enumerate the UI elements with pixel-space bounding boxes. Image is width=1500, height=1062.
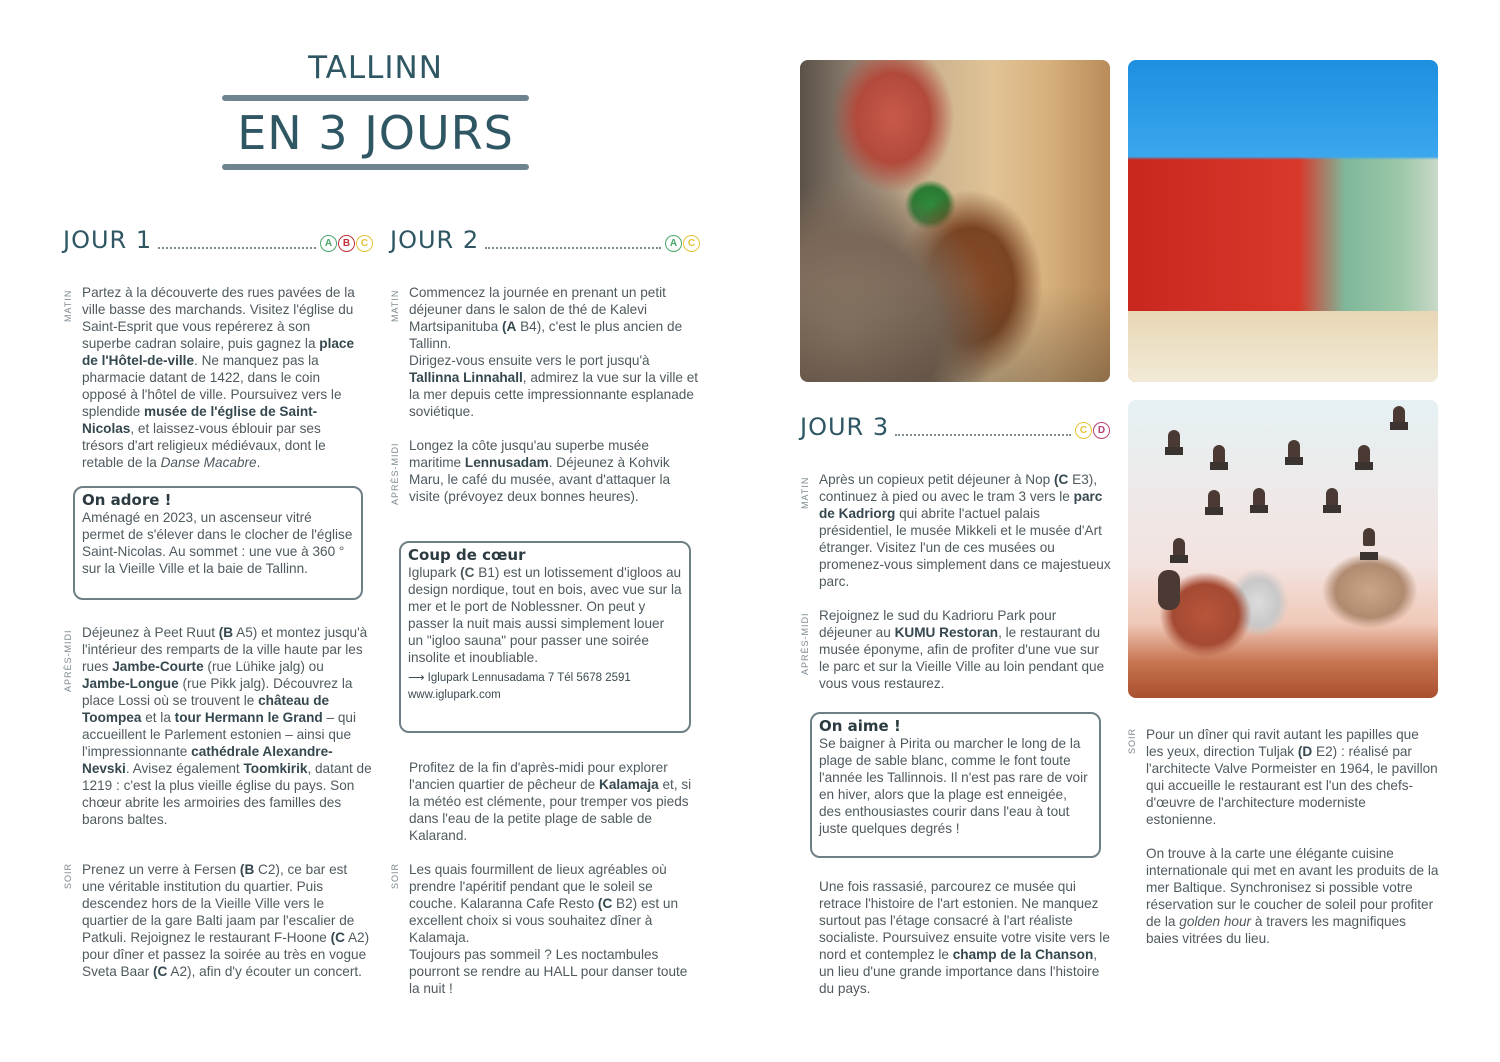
day-2-heading: [390, 222, 700, 252]
section-label-matin: MATIN: [800, 476, 810, 509]
red-wooden-houses-photo: [1128, 60, 1438, 382]
section-label-apres-midi: APRÈS-MIDI: [800, 612, 810, 675]
day-2-map-badges: [665, 235, 700, 252]
day-2-late-afternoon-text: Profitez de la fin d'après-midi pour explorer l'ancien quartier de pêcheur de Kalamaja et, si la météo est clémente, pour tremper vos pieds dans l'eau de la petite plage de sable de Kalarand.: [409, 760, 692, 843]
day-1-morning: [63, 284, 363, 471]
box-text: Se baigner à Pirita ou marcher le long de la plage de sable blanc, comme le font toute l'année les Tallinnois. Il n'est pas rare de voir en hiver, alors que la plage est enneigée, des enthousiastes courir dans l'eau à tout juste quelques degrés !: [819, 736, 1088, 836]
section-label-matin: MATIN: [63, 289, 73, 322]
museum-busts-photo: [1128, 400, 1438, 698]
day-2-evening: [390, 861, 700, 997]
day-3-morning-text: Après un copieux petit déjeuner à Nop (C E3), continuez à pied ou avec le tram 3 vers le parc de Kadriorg qui abrite l'actuel palais présidentiel, le musée Mikkeli et le musée d'Art étranger. Visitez l'un de ces musées ou promenez-vous simplement dans ce majestueux parc.: [819, 472, 1111, 589]
day-2-label: JOUR 2: [390, 226, 480, 254]
day-3-map-badges: [1075, 422, 1110, 439]
day-1-evening-text: Prenez un verre à Fersen (B C2), ce bar est une véritable institution du quartier. Puis descendez hors de la Vieille Ville vers le quartier de la gare Balti jaam par l'escalier de Patkuli. Rejoignez le restaurant F-Hoone (C A2) pour dîner et passez la soirée au très en vogue Sveta Baar (C A2), afin d'y écouter un concert.: [82, 862, 370, 979]
box-title: On aime !: [819, 717, 901, 735]
on-adore-box: [73, 486, 363, 600]
day-1-afternoon: [63, 624, 373, 828]
box-text: Iglupark (C B1) est un lotissement d'igloos au design nordique, tout en bois, avec vue sur la mer et le port de Noblessner. On peut y passer la nuit mais aussi simplement louer un "igloo sauna" pour passer une soirée insolite et inoubliable.: [408, 565, 682, 665]
day-3-morning: [800, 471, 1112, 590]
section-label-matin: MATIN: [390, 289, 400, 322]
box-title: On adore !: [82, 491, 172, 509]
day-1-afternoon-text: Déjeunez à Peet Ruut (B A5) et montez jusqu'à l'intérieur des remparts de la ville haute par les rues Jambe-Courte (rue Lühike jalg) ou Jambe-Longue (rue Pikk jalg). Découvrez la place Lossi où se trouvent le château de Toompea et la tour Hermann le Grand – qui accueillent le Parlement estonien – ainsi que l'impressionnante cathédrale Alexandre-Nevski. Avisez également Toomkirik, datant de 1219 : c'est la plus vieille église du pays. Son chœur abrite les armoiries des familles des barons baltes.: [82, 625, 372, 827]
day-3-afternoon-text: Rejoignez le sud du Kadrioru Park pour déjeuner au KUMU Restoran, le restaurant du musée éponyme, afin de profiter d'une vue sur le parc et sur la Vieille Ville au loin pendant que vous vous restaurez.: [819, 608, 1105, 691]
day-3-heading: [800, 409, 1110, 439]
day-2-late-afternoon: [390, 759, 700, 844]
box-text: Aménagé en 2023, un ascenseur vitré permet de s'élever dans le clocher de l'église Saint-Nicolas. Au sommet : une vue à 360 ° sur la Vieille Ville et la baie de Tallinn.: [82, 510, 353, 576]
leader-dots: [158, 247, 316, 249]
day-3-afternoon: [800, 607, 1112, 692]
leader-dots: [895, 434, 1071, 436]
title-rule-top: [222, 95, 529, 101]
day-3-late-afternoon-text: Une fois rassasié, parcourez ce musée qui retrace l'histoire de l'art estonien. Ne manquez surtout pas l'étage consacré à l'art réaliste socialiste. Poursuivez ensuite votre visite vers le nord et contemplez le champ de la Chanson, un lieu d'une grande importance dans l'histoire du pays.: [819, 879, 1110, 996]
day-3-evening: [1127, 726, 1439, 947]
day-3-evening-text: Pour un dîner qui ravit autant les papilles que les yeux, direction Tuljak (D E2) : réalisé par l'architecte Valve Pormeister en 1964, le pavillon qui accueille le restaurant est l'un des chefs-d'œuvre de l'architecture moderniste estonienne. On trouve à la carte une élégante cuisine internationale qui met en avant les produits de la mer Baltique. Synchronisez si possible votre réservation sur le coucher de soleil pour profiter de la golden hour à travers les magnifiques baies vitrées du lieu.: [1146, 727, 1439, 946]
day-2-afternoon: [390, 437, 700, 505]
day-2-morning-text: Commencez la journée en prenant un petit déjeuner dans le salon de thé de Kalevi Martsipanituba (A B4), c'est le plus ancien de Tallinn. Dirigez-vous ensuite vers le port jusqu'à Tallinna Linnahall, admirez la vue sur la ville et la mer depuis cette impressionnante esplanade soviétique.: [409, 285, 699, 419]
map-zone-badge-b: B: [338, 235, 355, 252]
map-zone-badge-c: C: [356, 235, 373, 252]
day-2-evening-text: Les quais fourmillent de lieux agréables où prendre l'apéritif pendant que le soleil se couche. Kalaranna Cafe Resto (C B2) est un excellent choix si vous souhaitez dîner à Kalamaja. Toujours pas sommeil ? Les noctambules pourront se rendre au HALL pour danser toute la nuit !: [409, 862, 688, 996]
box-title: Coup de cœur: [408, 546, 526, 564]
map-zone-badge-a: A: [320, 235, 337, 252]
day-1-map-badges: [320, 235, 373, 252]
page-subtitle: TALLINN: [308, 50, 443, 86]
section-label-apres-midi: APRÈS-MIDI: [63, 629, 73, 692]
day-1-heading: [63, 222, 373, 252]
map-zone-badge-c: C: [1075, 422, 1092, 439]
section-label-apres-midi: APRÈS-MIDI: [390, 442, 400, 505]
day-3-label: JOUR 3: [800, 413, 890, 441]
coup-de-coeur-box: [399, 541, 691, 733]
section-label-soir: SOIR: [1127, 727, 1137, 754]
day-3-late-afternoon: [800, 878, 1112, 997]
map-zone-badge-c: C: [683, 235, 700, 252]
day-1-label: JOUR 1: [63, 226, 153, 254]
section-label-soir: SOIR: [63, 862, 73, 889]
day-1-morning-text: Partez à la découverte des rues pavées de la ville basse des marchands. Visitez l'église du Saint-Esprit que vous repérerez à son superbe cadran solaire, puis gagnez la place de l'Hôtel-de-ville. Ne manquez pas la pharmacie datant de 1422, dans le coin opposé à l'hôtel de ville. Poursuivez vers le splendide musée de l'église de Saint-Nicolas, et laissez-vous éblouir par ses trésors d'art religieux médiévaux, dont le retable de la Danse Macabre.: [82, 285, 355, 470]
day-2-afternoon-text: Longez la côte jusqu'au superbe musée maritime Lennusadam. Déjeunez à Kohvik Maru, le café du musée, avant d'attaquer la visite (prévoyez deux bonnes heures).: [409, 438, 671, 504]
iglupark-address: ⟶ Iglupark Lennusadama 7 Tél 5678 2591: [408, 672, 631, 684]
map-zone-badge-d: D: [1093, 422, 1110, 439]
page-title: EN 3 JOURS: [237, 106, 514, 160]
leader-dots: [485, 247, 661, 249]
day-2-morning: [390, 284, 700, 420]
title-rule-bottom: [222, 164, 529, 170]
on-aime-box: [810, 712, 1101, 858]
map-zone-badge-a: A: [665, 235, 682, 252]
section-label-soir: SOIR: [390, 862, 400, 889]
old-town-cafe-street-photo: [800, 60, 1110, 382]
iglupark-website-link[interactable]: www.iglupark.com: [408, 689, 501, 701]
day-1-evening: [63, 861, 373, 980]
